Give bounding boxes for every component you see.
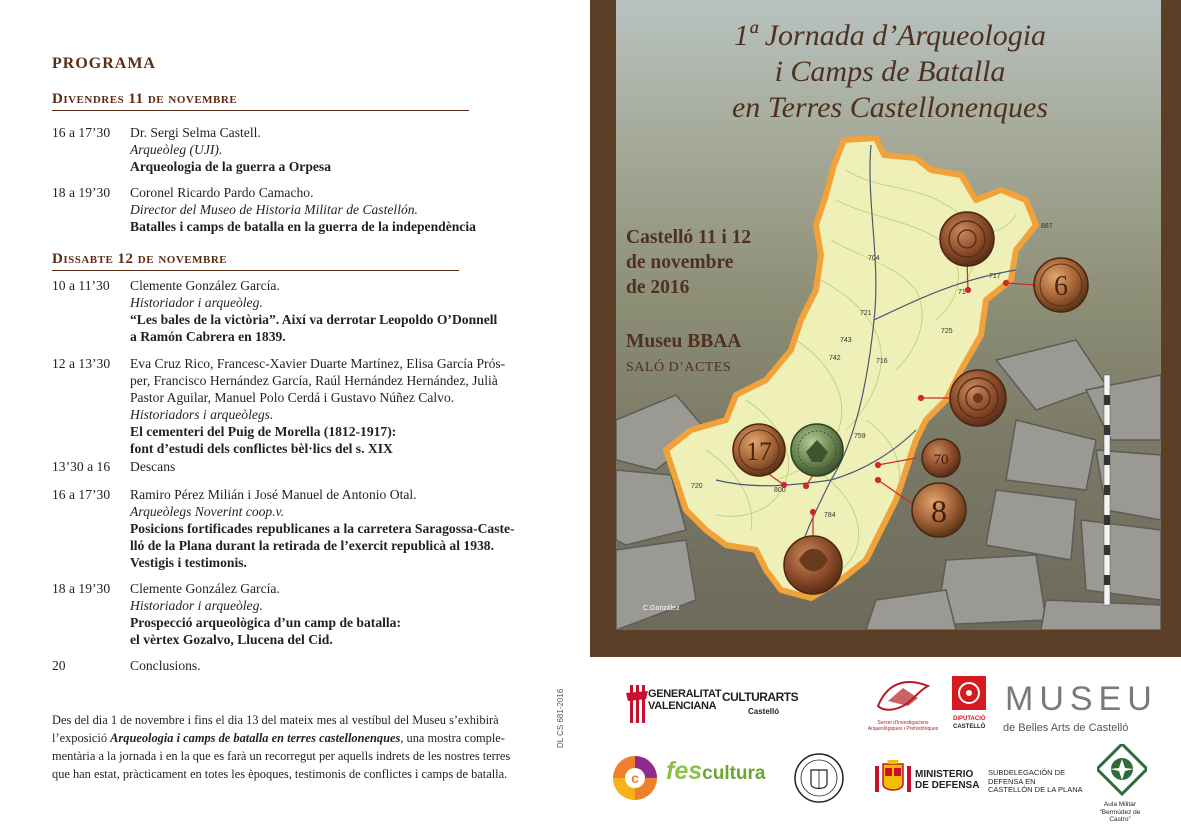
measuring-rod (1104, 375, 1110, 605)
museu-name: de Belles Arts de Castelló (1003, 722, 1129, 734)
elevation-label: 704 (868, 255, 880, 262)
logo-text: cultura (702, 763, 766, 784)
logo-text: DE DEFENSA (915, 780, 980, 791)
entry-speaker: Clemente González García. (130, 278, 280, 293)
day-heading-saturday: Dissabte 12 de novembre (52, 251, 228, 267)
entry-role: Historiadors i arqueòlegs. (130, 407, 274, 422)
sia-logo (868, 676, 944, 718)
entry-time: 12 a 13’30 (52, 356, 111, 371)
entry-role: Arqueòlegs Noverint coop.v. (130, 504, 285, 519)
cover-image (616, 0, 1161, 630)
closing-line: mentària a la jornada i en la que es farà un recorregut per aquells indrets de les nostres terres (52, 749, 511, 763)
elevation-label: 743 (840, 337, 852, 344)
entry-talk: lló de la Plana durant la retirada de l’exercit republicà al 1938. (130, 538, 494, 553)
logo-text: Aula Militar (1103, 801, 1137, 808)
button-number: 17 (746, 437, 772, 466)
entry-time: 16 a 17’30 (52, 125, 111, 140)
day-heading-friday: Divendres 11 de novembre (52, 91, 238, 107)
button-number: 6 (1054, 271, 1068, 302)
elevation-label: 800 (774, 487, 786, 494)
button-number: 8 (931, 493, 947, 529)
entry-time: 18 a 19’30 (52, 185, 111, 200)
castello-c-logo (612, 755, 658, 801)
elevation-label: 742 (829, 355, 841, 362)
program-heading: PROGRAMA (52, 55, 156, 72)
exhibition-title: Arqueologia i camps de batalla en terres castellonenques (110, 731, 401, 745)
event-date-line: de 2016 (626, 277, 690, 298)
military-button (912, 483, 966, 537)
button-number: 70 (933, 452, 949, 468)
entry-talk: Vestigis i testimonis. (130, 555, 247, 570)
elevation-label: 721 (860, 310, 872, 317)
entry-talk: Arqueologia de la guerra a Orpesa (130, 159, 331, 174)
aula-militar-badge-icon (1097, 744, 1147, 800)
closing-text: , una mostra comple- (400, 731, 505, 745)
entry-speaker: per, Francisco Hernández García, Raúl Hernández Hernández, Julià (130, 373, 498, 388)
program-panel (0, 0, 590, 834)
entry-speaker: Dr. Sergi Selma Castell. (130, 125, 261, 140)
aula-militar-name (1090, 801, 1150, 824)
entry-talk: El cementeri del Puig de Morella (1812-1917): (130, 424, 397, 439)
diputacio-text: DIPUTACIÓ (953, 716, 986, 722)
photo-credit: C.González (643, 605, 680, 612)
seal-logo (793, 752, 845, 804)
military-button (922, 439, 960, 477)
military-button (1034, 258, 1088, 312)
entry-talk: Prospecció arqueològica d’un camp de batalla: (130, 615, 401, 630)
elevation-label: 71 (958, 289, 966, 296)
entry-role: Director del Museo de Historia Militar de Castellón. (130, 202, 418, 217)
entry-time: 18 a 19’30 (52, 581, 111, 596)
entry-talk: a Ramón Cabrera en 1839. (130, 329, 286, 344)
logo-text: Servei d’Investigacions (877, 720, 929, 726)
logo-text: DEFENSA EN (988, 776, 1036, 786)
logo-text: MINISTERIO (915, 769, 974, 780)
entry-role: Historiador i arqueòleg. (130, 598, 263, 613)
elevation-label: 887 (1041, 223, 1053, 230)
generalitat-logo (626, 685, 648, 723)
entry-time: 16 a 17’30 (52, 487, 111, 502)
program-entry (52, 458, 562, 475)
diputacio-text: CASTELLÓ (953, 724, 986, 730)
logo-text: fes (666, 757, 703, 785)
logo-text: “Bermúdez de Castro” (1099, 808, 1141, 823)
military-button (733, 424, 785, 476)
military-button (940, 212, 994, 266)
diputacio-logo (952, 676, 986, 732)
entry-talk: font d’estudi dels conflictes bèl·lics del s. XIX (130, 441, 393, 456)
logo-text: Arqueològiques i Prehistòriques (867, 726, 939, 732)
fes-cultura-logo (666, 757, 766, 786)
generalitat-name (648, 688, 721, 712)
closing-line (52, 729, 552, 747)
military-button (784, 536, 842, 594)
program-entry (52, 355, 562, 457)
entry-speaker: Ramiro Pérez Milián i José Manuel de Antonio Otal. (130, 487, 417, 502)
entry-speaker: Conclusions. (130, 658, 201, 673)
event-date (626, 225, 751, 300)
event-venue: Museu BBAA (626, 331, 742, 352)
cover-title-line: 1ª Jornada d’Arqueologia (733, 19, 1047, 52)
program-entry (52, 657, 562, 674)
logo-text: SUBDELEGACIÓN DE (988, 768, 1066, 777)
entry-talk: “Les bales de la victòria”. Així va derrotar Leopoldo O’Donnell (130, 312, 498, 327)
event-date-line: de novembre (626, 252, 734, 273)
military-button-green (791, 424, 843, 476)
sia-name (862, 720, 944, 732)
closing-line: que han estat, pràcticament en totes les èpoques, testimonis de conflictes i camps de batalla. (52, 767, 508, 781)
cover-title-line: en Terres Castellonenques (731, 91, 1049, 124)
entry-speaker: Coronel Ricardo Pardo Camacho. (130, 185, 314, 200)
elevation-label: 720 (691, 483, 703, 490)
military-button (950, 370, 1006, 426)
elevation-label: 725 (941, 328, 953, 335)
entry-speaker: Descans (130, 459, 176, 474)
subdelegacion-name (988, 769, 1083, 795)
program-entry (52, 184, 562, 235)
logo-text: GENERALITAT (648, 688, 722, 700)
cover-frame (590, 0, 1181, 657)
entry-speaker: Clemente González García. (130, 581, 280, 596)
closing-text: l’exposició (52, 731, 111, 745)
ministerio-name (915, 769, 979, 791)
logo-text: CASTELLÓN DE LA PLANA (988, 785, 1083, 794)
entry-role: Arqueòleg (UJI). (130, 142, 223, 157)
entry-time: 20 (52, 658, 66, 673)
closing-line: Des del dia 1 de novembre i fins el dia 13 del mateix mes al vestíbul del Museu s’exhibirà (52, 713, 499, 727)
entry-time: 10 a 11’30 (52, 278, 110, 293)
legal-deposit: DL CS 681-2016 (556, 688, 565, 748)
elevation-label: 716 (876, 358, 888, 365)
culturarts-name: CULTURARTS (722, 690, 799, 704)
logo-text: VALENCIANA (648, 700, 717, 712)
entry-talk: Posicions fortificades republicanes a la carretera Saragossa-Caste- (130, 521, 515, 536)
program-entry (52, 277, 562, 345)
cover-title (630, 18, 1150, 126)
cover-title-line: i Camps de Batalla (774, 55, 1006, 88)
program-entry (52, 486, 562, 571)
entry-speaker: Eva Cruz Rico, Francesc-Xavier Duarte Martínez, Elisa García Prós- (130, 356, 506, 371)
program-entry (52, 580, 562, 648)
elevation-label: 717 (989, 273, 1001, 280)
program-entry (52, 124, 562, 175)
elevation-label: 784 (824, 512, 836, 519)
entry-role: Historiador i arqueòleg. (130, 295, 263, 310)
museu-logo: MUSEU (1005, 680, 1158, 718)
event-room: SALÓ D’ACTES (626, 360, 732, 375)
svg-text:c: c (631, 770, 639, 786)
spain-coat-of-arms-icon (875, 758, 911, 798)
culturarts-sub: Castelló (748, 707, 780, 716)
entry-talk: Batalles i camps de batalla en la guerra de la independència (130, 219, 476, 234)
elevation-label: 759 (854, 433, 866, 440)
exhibition-note (52, 711, 552, 783)
entry-talk: el vèrtex Gozalvo, Llucena del Cid. (130, 632, 333, 647)
event-date-line: Castelló 11 i 12 (626, 227, 752, 248)
entry-time: 13’30 a 16 (52, 459, 111, 474)
entry-speaker: Pastor Aguilar, Manuel Polo Cerdá i Gustavo Núñez Calvo. (130, 390, 455, 405)
